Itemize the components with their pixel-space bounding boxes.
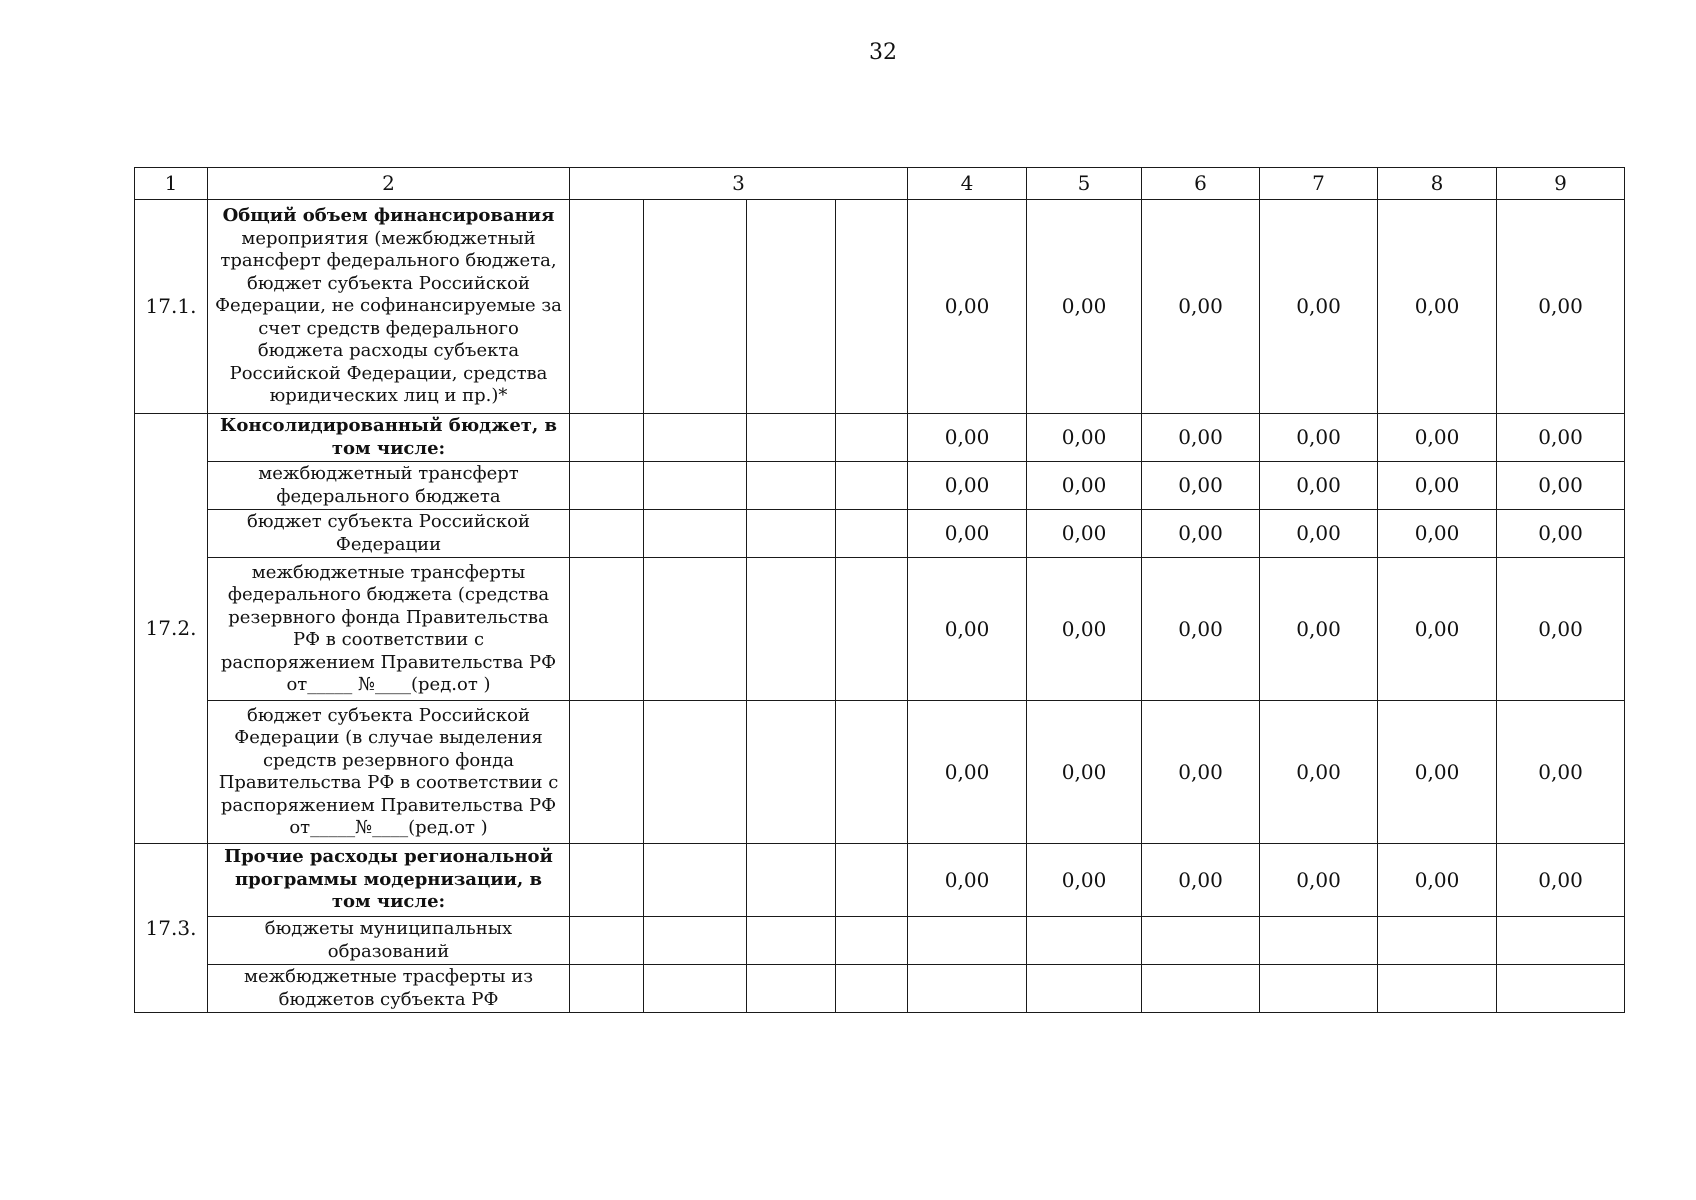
col3-subcell xyxy=(836,510,908,558)
value-cell: 0,00 xyxy=(1497,510,1625,558)
col3-subcell xyxy=(836,844,908,917)
col3-subcell xyxy=(570,200,644,414)
value-cell xyxy=(1260,917,1378,965)
col3-subcell xyxy=(644,510,747,558)
table-row xyxy=(135,965,1625,1013)
row-description xyxy=(208,844,570,917)
value-cell: 0,00 xyxy=(908,844,1027,917)
col3-subcell xyxy=(644,200,747,414)
table-row xyxy=(135,701,1625,844)
col3-subcell xyxy=(747,414,836,462)
value-cell: 0,00 xyxy=(1260,414,1378,462)
row-text: межбюджетный трансферт федерального бюджета xyxy=(258,463,519,507)
col3-subcell xyxy=(747,462,836,510)
col3-subcell xyxy=(644,462,747,510)
col3-subcell xyxy=(836,462,908,510)
value-cell: 0,00 xyxy=(1260,200,1378,414)
col3-subcell xyxy=(836,200,908,414)
col3-subcell xyxy=(570,701,644,844)
col3-subcell xyxy=(747,701,836,844)
value-cell: 0,00 xyxy=(1378,701,1497,844)
page-number: 32 xyxy=(869,40,897,65)
row-text: бюджет субъекта Российской Федерации (в случае выделения средств резервного фонда Правительства РФ в соответствии с распоряжением Правительства РФ от_____№____(ред.от ) xyxy=(218,704,559,838)
col3-subcell xyxy=(836,558,908,701)
value-cell: 0,00 xyxy=(908,558,1027,701)
value-cell: 0,00 xyxy=(1378,510,1497,558)
row-text: бюджет субъекта Российской Федерации xyxy=(246,511,531,555)
value-cell: 0,00 xyxy=(1142,462,1260,510)
value-cell: 0,00 xyxy=(1260,701,1378,844)
table-row xyxy=(135,414,1625,462)
value-cell xyxy=(1142,917,1260,965)
value-cell: 0,00 xyxy=(1027,200,1142,414)
value-cell: 0,00 xyxy=(908,200,1027,414)
col3-subcell xyxy=(747,965,836,1013)
value-cell: 0,00 xyxy=(1378,462,1497,510)
value-cell: 0,00 xyxy=(1378,200,1497,414)
value-cell: 0,00 xyxy=(1142,844,1260,917)
header-cell: 7 xyxy=(1260,168,1378,200)
col3-subcell xyxy=(747,510,836,558)
value-cell: 0,00 xyxy=(1260,462,1378,510)
col3-subcell xyxy=(836,965,908,1013)
value-cell: 0,00 xyxy=(1027,701,1142,844)
row-description xyxy=(208,558,570,701)
header-cell: 9 xyxy=(1497,168,1625,200)
header-cell: 8 xyxy=(1378,168,1497,200)
value-cell xyxy=(1260,965,1378,1013)
row-description xyxy=(208,200,570,414)
value-cell: 0,00 xyxy=(1027,414,1142,462)
value-cell xyxy=(1497,965,1625,1013)
table-row xyxy=(135,844,1625,917)
value-cell: 0,00 xyxy=(1027,844,1142,917)
col3-subcell xyxy=(836,414,908,462)
value-cell: 0,00 xyxy=(1142,558,1260,701)
value-cell: 0,00 xyxy=(1142,200,1260,414)
col3-subcell xyxy=(747,558,836,701)
col3-subcell xyxy=(570,510,644,558)
value-cell: 0,00 xyxy=(908,510,1027,558)
value-cell xyxy=(1027,965,1142,1013)
table-row xyxy=(135,510,1625,558)
col3-subcell xyxy=(570,558,644,701)
value-cell: 0,00 xyxy=(1497,701,1625,844)
value-cell: 0,00 xyxy=(1027,510,1142,558)
col3-subcell xyxy=(644,701,747,844)
row-description xyxy=(208,701,570,844)
header-row xyxy=(135,168,1625,200)
header-cell: 3 xyxy=(570,168,908,200)
value-cell: 0,00 xyxy=(908,701,1027,844)
row-description xyxy=(208,917,570,965)
row-text: мероприятия (межбюджетный трансферт федерального бюджета, бюджет субъекта Российской Федерации, не софинансируемые за счет средств федерального бюджета расходы субъекта Российской Федерации, средства юридических лиц и пр.)* xyxy=(215,227,562,407)
value-cell: 0,00 xyxy=(1027,558,1142,701)
value-cell: 0,00 xyxy=(1142,701,1260,844)
header-cell: 5 xyxy=(1027,168,1142,200)
value-cell: 0,00 xyxy=(1378,558,1497,701)
value-cell: 0,00 xyxy=(1142,510,1260,558)
value-cell xyxy=(908,965,1027,1013)
header-cell: 1 xyxy=(135,168,208,200)
table-row xyxy=(135,462,1625,510)
col3-subcell xyxy=(644,844,747,917)
row-heading: Общий объем финансирования xyxy=(222,205,555,227)
row-description xyxy=(208,510,570,558)
section-number: 17.1. xyxy=(135,200,208,414)
value-cell: 0,00 xyxy=(1497,200,1625,414)
value-cell xyxy=(908,917,1027,965)
value-cell: 0,00 xyxy=(1142,414,1260,462)
table-row xyxy=(135,558,1625,701)
value-cell: 0,00 xyxy=(1260,510,1378,558)
row-text: бюджеты муниципальных образований xyxy=(264,918,513,962)
value-cell xyxy=(1142,965,1260,1013)
col3-subcell xyxy=(747,844,836,917)
table-row xyxy=(135,917,1625,965)
col3-subcell xyxy=(747,917,836,965)
value-cell xyxy=(1027,917,1142,965)
row-description xyxy=(208,965,570,1013)
col3-subcell xyxy=(644,917,747,965)
value-cell xyxy=(1378,917,1497,965)
col3-subcell xyxy=(570,965,644,1013)
value-cell: 0,00 xyxy=(1497,558,1625,701)
table-row xyxy=(135,200,1625,414)
header-cell: 6 xyxy=(1142,168,1260,200)
row-heading: Прочие расходы региональной программы модернизации, в том числе: xyxy=(224,846,553,913)
value-cell: 0,00 xyxy=(1378,844,1497,917)
row-description xyxy=(208,414,570,462)
section-number: 17.3. xyxy=(135,844,208,1013)
row-heading: Консолидированный бюджет, в том числе: xyxy=(220,415,557,459)
col3-subcell xyxy=(836,701,908,844)
value-cell: 0,00 xyxy=(1497,462,1625,510)
row-description xyxy=(208,462,570,510)
col3-subcell xyxy=(570,414,644,462)
value-cell: 0,00 xyxy=(1497,414,1625,462)
col3-subcell xyxy=(570,917,644,965)
col3-subcell xyxy=(570,844,644,917)
header-cell: 4 xyxy=(908,168,1027,200)
value-cell: 0,00 xyxy=(908,414,1027,462)
row-text: межбюджетные трансферты федерального бюджета (средства резервного фонда Правительства РФ в соответствии с распоряжением Правительства РФ от_____ №____(ред.от ) xyxy=(220,561,557,695)
row-text: межбюджетные трасферты из бюджетов субъекта РФ xyxy=(243,966,534,1010)
value-cell: 0,00 xyxy=(1027,462,1142,510)
header-cell: 2 xyxy=(208,168,570,200)
section-number: 17.2. xyxy=(135,414,208,844)
col3-subcell xyxy=(747,200,836,414)
financing-table xyxy=(134,167,1625,1013)
col3-subcell xyxy=(644,558,747,701)
value-cell: 0,00 xyxy=(1497,844,1625,917)
value-cell: 0,00 xyxy=(1378,414,1497,462)
col3-subcell xyxy=(836,917,908,965)
value-cell: 0,00 xyxy=(1260,844,1378,917)
value-cell xyxy=(1497,917,1625,965)
col3-subcell xyxy=(644,965,747,1013)
col3-subcell xyxy=(644,414,747,462)
value-cell xyxy=(1378,965,1497,1013)
value-cell: 0,00 xyxy=(908,462,1027,510)
col3-subcell xyxy=(570,462,644,510)
value-cell: 0,00 xyxy=(1260,558,1378,701)
